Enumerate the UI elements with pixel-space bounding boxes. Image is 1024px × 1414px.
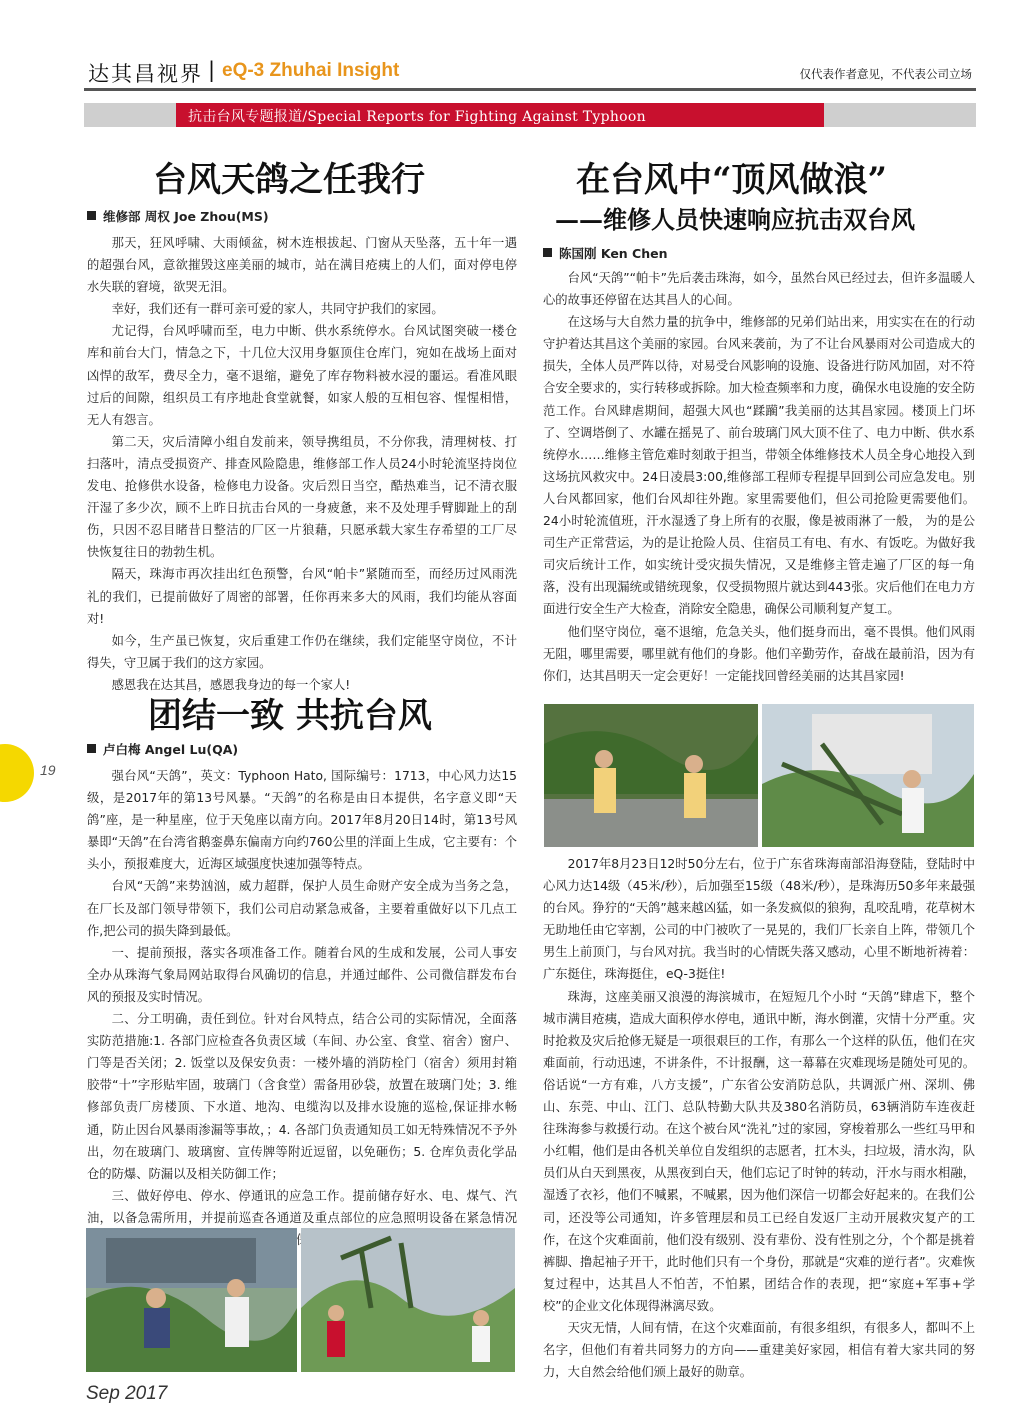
page-number: 19 xyxy=(40,762,56,778)
article4-paragraph: 天灾无情，人间有情，在这个灾难面前，有很多组织，有很多人，都叫不上名字，但他们有着共同努力的方向——重建美好家园，相信有着大家共同的努力，大自然会给他们颁上最好的勋章。 xyxy=(543,1320,975,1380)
article1-paragraph: 感恩我在达其昌，感恩我身边的每一个家人! xyxy=(111,677,351,692)
footer-date: Sep 2017 xyxy=(86,1383,168,1404)
page-marker-dot xyxy=(0,744,34,802)
article2-body xyxy=(87,765,517,1251)
photo-cleanup-2 xyxy=(301,1228,515,1372)
article3-title: 在台风中“顶风做浪” xyxy=(576,160,888,200)
article4-paragraph: 2017年8月23日12时50分左右，位于广东省珠海南部沿海登陆，登陆时中心风力达14级（45米/秒），后加强至15级（48米/秒），是珠海历50多年来最强的台风。狰狞的“天鸽”越来越凶猛，如一条发疯似的狼狗，乱咬乱啃，花草树木无助地任由它宰割，公司的中门被吹了一晃晃的，我们厂长亲自上阵，带领几个男生上前顶门，与台风对抗。我当时的心情既失落又感动，心里不断地祈祷着：广东挺住，珠海挺住，eQ-3挺住! xyxy=(543,857,975,982)
article4-body xyxy=(543,853,975,1383)
article1-body xyxy=(87,232,517,696)
article1-paragraph: 如今，生产虽已恢复，灾后重建工作仍在继续，我们定能坚守岗位，不计得失，守卫属于我们的这方家园。 xyxy=(87,633,517,670)
article2-author: 卢白梅 Angel Lu(QA) xyxy=(87,740,238,758)
article1-paragraph: 幸好，我们还有一群可亲可爱的家人，共同守护我们的家园。 xyxy=(111,302,444,317)
header-rule xyxy=(84,88,976,91)
article2-paragraph: 强台风“天鸽”，英文：Typhoon Hato, 国际编号：1713，中心风力达15级，是2017年的第13号风暴。“天鸽”的名称是由日本提供，名字意义即“天鸽”座，是一种星座，位于天兔座以南方向。2017年8月20日14时，第13号风暴即“天鸽”在台湾省鹅銮鼻东偏南方向约760公里的洋面上生成，它主要有：个头小，预报难度大，近海区域强度快速加强等特点。 xyxy=(87,769,517,872)
article1-paragraph: 第二天，灾后清障小组自发前来，领导携组员，不分你我，清理树枝、打扫落叶，清点受损资产、排查风险隐患，维修部工作人员24小时轮流坚持岗位发电、抢修供水设备，检修电力设备。灾后烈日当空，酷热难当，记不清衣服汗湿了多少次，顾不上昨日抗击台风的一身疲惫，来不及处理手臂脚趾上的刮伤，只因不忍目睹昔日整洁的厂区一片狼藉，只愿承载大家生存希望的工厂尽快恢复往日的勃勃生机。 xyxy=(87,434,517,560)
header-disclaimer: 仅代表作者意见，不代表公司立场 xyxy=(799,67,972,81)
article3-paragraph: 台风“天鸽”“帕卡”先后袭击珠海，如今，虽然台风已经过去，但许多温暖人心的故事还停留在达其昌人的心间。 xyxy=(543,271,975,308)
brand-name-cn: 达其昌视界 xyxy=(88,62,203,86)
article3-author: 陈国刚 Ken Chen xyxy=(543,244,668,262)
article2-title: 团结一致 共抗台风 xyxy=(148,696,432,736)
article3-paragraph: 在这场与大自然力量的抗争中，维修部的兄弟们站出来，用实实在在的行动守护着达其昌这个美丽的家园。台风来袭前，为了不让台风暴雨对公司造成大的损失，全体人员严阵以待，对易受台风影响的设施、设备进行防风加固，对不符合安全要求的，实行转移或拆除。加大检查频率和力度，确保水电设施的安全防范工作。台风肆虐期间，超强大风也“蹂躏”我美丽的达其昌家园。楼顶上门坏了、空调塔倒了、水罐在摇晃了、前台玻璃门风大顶不住了、电力中断、供水系统停水……维修主管危难时刻敢于担当，带领全体维修技术人员全身心地投入到这场抗风救灾中。24日凌晨3:00,维修部工程师专程提早回到公司应急发电。别人台风都回家，他们台风却往外跑。家里需要他们，但公司抢险更需要他们。24小时轮流值班，汗水湿透了身上所有的衣服，像是被雨淋了一般， 为的是公司生产正常营运，为的是让抢险人员、住宿员工有电、有水、有饭吃。为做好我司灾后统计工作，如实统计受灾损失情况，又是维修主管走遍了厂区的每一角落，没有出现漏统或错统现象，仅受损物照片就达到443张。灾后他们在电力方面进行安全生产大检查，消除安全隐患，确保公司顺利复产复工。 xyxy=(543,315,975,617)
article2-paragraph: 一、提前预报，落实各项准备工作。随着台风的生成和发展，公司人事安全办从珠海气象局网站取得台风确切的信息，并通过邮件、公司微信群发布台风的预报及实时情况。 xyxy=(87,945,517,1004)
photo-repair-1 xyxy=(544,704,758,847)
article1-paragraph: 尤记得，台风呼啸而至，电力中断、供水系统停水。台风试图突破一楼仓库和前台大门，情急之下，十几位大汉用身躯顶住仓库门，宛如在战场上面对凶悍的敌军，费尽全力，毫不退缩，避免了库存物料被水浸的噩运。看准风眼过后的间隙，组织员工有序地赴食堂就餐，如家人般的互相包容、惺惺相惜，无人有怨言。 xyxy=(87,324,517,427)
article1-title: 台风天鸽之任我行 xyxy=(153,160,425,200)
article1-paragraph: 隔天，珠海市再次挂出红色预警，台风“帕卡”紧随而至，而经历过风雨洗礼的我们，已提前做好了周密的部署，任你再来多大的风雨，我们均能从容面对! xyxy=(87,567,517,626)
article2-paragraph: 三、做好停电、停水、停通讯的应急工作。提前储存好水、电、煤气、汽油，以备急需所用，并提前巡查各通道及重点部位的应急照明设备在紧急情况 xyxy=(87,1188,517,1225)
photo-cleanup-1 xyxy=(86,1228,297,1372)
article1-paragraph: 那天，狂风呼啸、大雨倾盆，树木连根拔起、门窗从天坠落，五十年一遇的超强台风，意欲摧毁这座美丽的城市，站在满目疮痍上的人们，面对停电停水失联的窘境，欲哭无泪。 xyxy=(87,236,517,295)
article3-subtitle: ——维修人员快速响应抗击双台风 xyxy=(555,205,915,234)
article3-paragraph: 他们坚守岗位，毫不退缩，危急关头，他们挺身而出，毫不畏惧。他们风雨无阻，哪里需要，哪里就有他们的身影。他们辛勤劳作，奋战在最前沿，因为有你们，达其昌明天一定会更好！一定能找回曾经美丽的达其昌家园! xyxy=(543,624,975,683)
brand-name-en: eQ-3 Zhuhai Insight xyxy=(222,60,400,81)
section-banner xyxy=(84,103,976,127)
article1-author: 维修部 周权 Joe Zhou(MS) xyxy=(87,207,269,225)
photo-repair-2 xyxy=(762,704,974,847)
article4-paragraph: 珠海，这座美丽又浪漫的海滨城市，在短短几个小时 “天鸽”肆虐下，整个城市满目疮痍，造成大面积停水停电，通讯中断，海水倒灌，灾情十分严重。灾时抢救及灾后抢修无疑是一项很艰巨的工作，有那么一个这样的队伍，他们在灾难面前，行动迅速，不讲条件，不计报酬，这一幕幕在灾难现场是随处可见的。俗话说“一方有难，八方支援”，广东省公安消防总队，共调派广州、深圳、佛山、东莞、中山、江门、总队特勤大队共及380名消防员，63辆消防车连夜赶往珠海参与救援行动。在这个被台风“洗礼”过的家园，穿梭着那么一些红马甲和小红帽，他们是由各机关单位自发组织的志愿者，扛木头，扫垃圾，清水沟，队员们从白天到黑夜，从黑夜到白天，他们忘记了时钟的转动，汗水与雨水相融，湿透了衣衫，他们不喊累，不喊累，因为他们深信一切都会好起来的。在我们公司，还没等公司通知，许多管理层和员工已经自发返厂主动开展救灾复产的工作，在这个灾难面前，他们没有级别、没有辈份、没有性别之分，个个都是挑着裤脚、撸起袖子开干，此时他们只有一个身份，那就是“灾难的逆行者”。灾难恢复过程中，达其昌人不怕苦，不怕累，团结合作的表现，把“家庭+军事+学校”的企业文化体现得淋漓尽致。 xyxy=(543,989,975,1313)
article3-body xyxy=(543,267,975,687)
header-separator: | xyxy=(208,58,216,82)
section-banner-text: 抗击台风专题报道/Special Reports for Fighting Against Typhoon xyxy=(188,109,646,125)
article2-paragraph: 台风“天鸽”来势汹汹，威力超群，保护人员生命财产安全成为当务之急，在厂长及部门领导带领下，我们公司启动紧急戒备，主要着重做好以下几点工作,把公司的损失降到最低。 xyxy=(87,879,517,938)
article2-paragraph: 二、分工明确，责任到位。针对台风特点，结合公司的实际情况，全面落实防范措施:1. 各部门应检查各负责区域（车间、办公室、食堂、宿舍）窗户、门等是否关闭；2. 饭堂以及保安负责：一楼外墙的消防栓门（宿舍）须用封箱胶带“十”字形贴牢固，玻璃门（含食堂）需备用砂袋，放置在玻璃门处；3. 维修部负责厂房楼顶、下水道、地沟、电缆沟以及排水设施的巡检,保证排水畅通，防止因台风暴雨渗漏等事故，；4. 各部门负责通知员工如无特殊情况不予外出，勿在玻璃门、玻璃窗、宣传牌等附近逗留，以免砸伤；5. 仓库负责化学品仓的防爆、防漏以及相关防御工作； xyxy=(87,1012,517,1181)
